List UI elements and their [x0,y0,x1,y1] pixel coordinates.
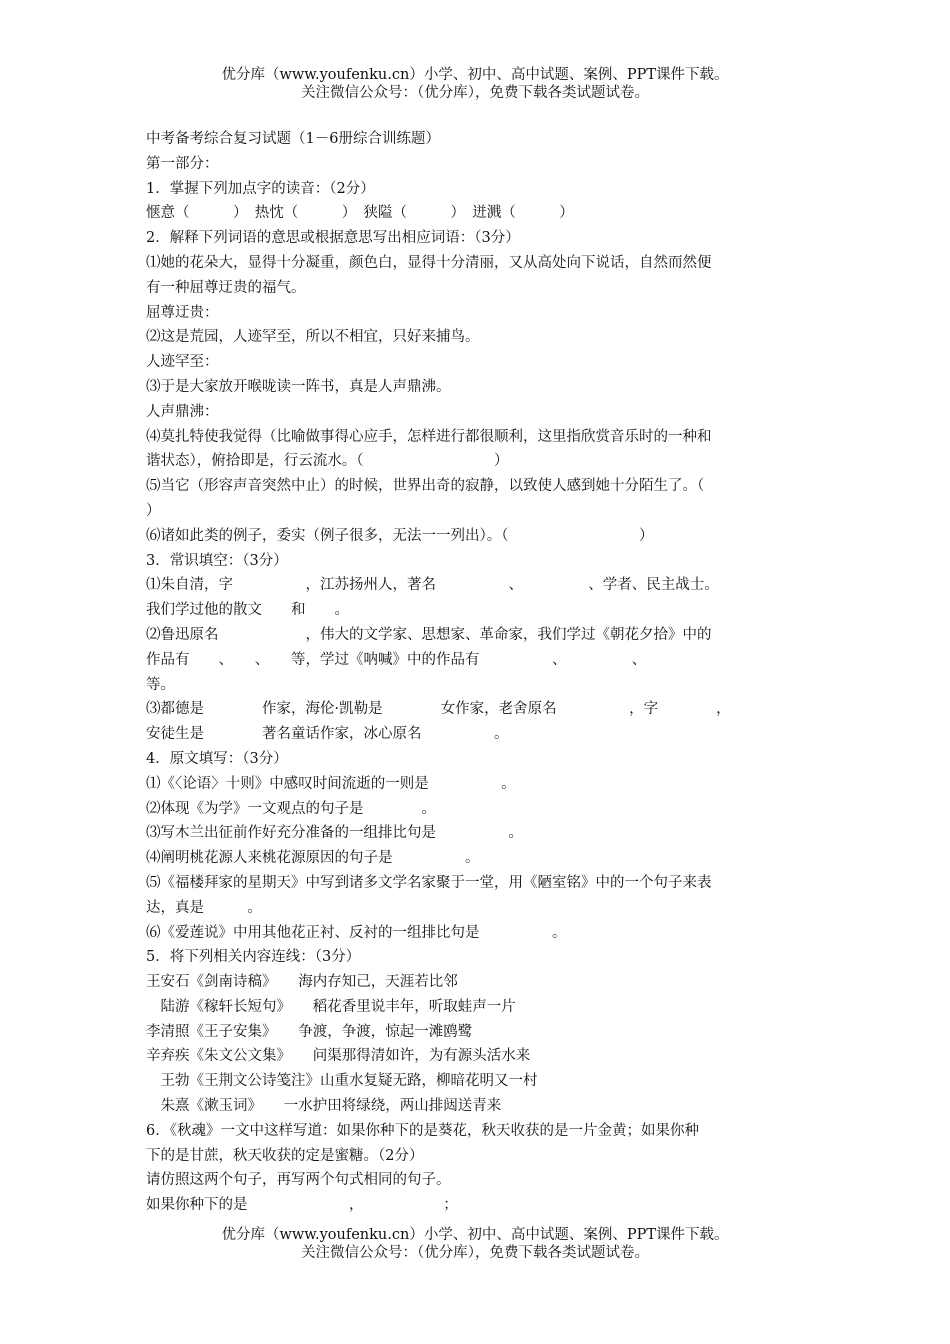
text-line: 安徒生是 著名童话作家，冰心原名 。 [146,726,509,743]
text-line: 1．掌握下列加点字的读音：（2分） [146,180,375,197]
text-line: ⑵这是荒园，人迹罕至，所以不相宜，只好来捕鸟。 [146,329,480,346]
text-line: 下的是甘蔗，秋天收获的定是蜜糖。（2分） [146,1147,424,1164]
text-line: 6．《秋魂》一文中这样写道：如果你种下的是葵花，秋天收获的是一片金黄；如果你种 [146,1122,699,1139]
text-line: ⑸《福楼拜家的星期天》中写到诸多文学名家聚于一堂，用《陋室铭》中的一个句子来表 [146,874,712,891]
text-line: ） [146,502,161,519]
header-line-2: 关注微信公众号：（优分库），免费下载各类试题试卷。 [301,85,649,101]
text-line: 陆游《稼轩长短句》 稻花香里说丰年，听取蛙声一片 [146,998,516,1015]
text-line: 李清照《王子安集》 争渡，争渡，惊起一滩鸥鹭 [146,1023,473,1040]
text-line: ⑵鲁迅原名 ，伟大的文学家、思想家、革命家，我们学过《朝花夕拾》中的 [146,626,712,643]
text-line: 惬意（ ） 热忱（ ） 狭隘（ ） 迸溅（ ） [146,205,574,222]
text-line: 4．原文填写：（3分） [146,750,288,767]
text-line: 5．将下列相关内容连线：（3分） [146,949,361,966]
text-line: ⑹《爱莲说》中用其他花正衬、反衬的一组排比句是 。 [146,924,567,941]
text-line: 王勃《王荆文公诗笺注》山重水复疑无路，柳暗花明又一村 [146,1073,538,1090]
text-line: 谐状态），俯拾即是，行云流水。（ ） [146,453,509,470]
footer-line-2: 关注微信公众号：（优分库），免费下载各类试题试卷。 [301,1245,649,1261]
text-line: 屈尊迂贵： [146,304,219,321]
text-line: 如果你种下的是 ， ； [146,1197,458,1214]
text-line: ⑸当它（形容声音突然中止）的时候，世界出奇的寂静，以致使人感到她十分陌生了。（ [146,478,705,495]
page-footer [0,1226,950,1262]
text-line: 人声鼎沸： [146,403,219,420]
header-line-1: 优分库（www.youfenku.cn）小学、初中、高中试题、案例、PPT课件下载。 [221,67,729,83]
text-line: 中考备考综合复习试题（1－6册综合训练题） [146,131,440,147]
text-line: 第一部分： [146,155,219,172]
text-line: 作品有 、 、 等，学过《呐喊》中的作品有 、 、 [146,651,647,668]
text-line: 达，真是 。 [146,899,262,916]
text-line: ⑶于是大家放开喉咙读一阵书，真是人声鼎沸。 [146,378,451,395]
text-line: ⑶都德是 作家，海伦·凯勒是 女作家，老舍原名 ，字 ， [146,701,731,718]
exam-content [146,127,818,1218]
text-line: ⑴《〈论语〉十则》中感叹时间流逝的一则是 。 [146,775,516,792]
text-line: 朱熹《漱玉词》 一水护田将绿绕，两山排闼送青来 [146,1098,502,1115]
text-line: 3．常识填空：（3分） [146,552,288,569]
page-header [0,66,950,102]
text-line: 等。 [146,676,175,693]
text-line: 辛弃疾《朱文公文集》 问渠那得清如许，为有源头活水来 [146,1048,531,1065]
text-line: ⑶写木兰出征前作好充分准备的一组排比句是 。 [146,825,523,842]
text-line: ⑷阐明桃花源人来桃花源原因的句子是 。 [146,850,480,867]
text-line: ⑷莫扎特使我觉得（比喻做事得心应手，怎样进行都很顺利，这里指欣赏音乐时的一种和 [146,428,712,445]
text-line: ⑵体现《为学》一文观点的句子是 。 [146,800,436,817]
text-line: 我们学过他的散文 和 。 [146,602,349,619]
footer-line-1: 优分库（www.youfenku.cn）小学、初中、高中试题、案例、PPT课件下载。 [221,1227,729,1243]
text-line: 2．解释下列词语的意思或根据意思写出相应词语：（3分） [146,230,520,247]
text-line: 请仿照这两个句子，再写两个句式相同的句子。 [146,1172,451,1189]
text-line: 有一种屈尊迂贵的福气。 [146,279,306,296]
text-line: ⑴她的花朵大，显得十分凝重，颜色白，显得十分清丽，又从高处向下说话，自然而然便 [146,254,712,271]
text-line: ⑴朱自清，字 ，江苏扬州人，著名 、 、学者、民主战士。 [146,577,719,594]
text-line: 王安石《剑南诗稿》 海内存知己，天涯若比邻 [146,974,458,991]
text-line: ⑹诸如此类的例子，委实（例子很多，无法一一列出）。（ ） [146,527,654,544]
text-line: 人迹罕至： [146,354,219,371]
